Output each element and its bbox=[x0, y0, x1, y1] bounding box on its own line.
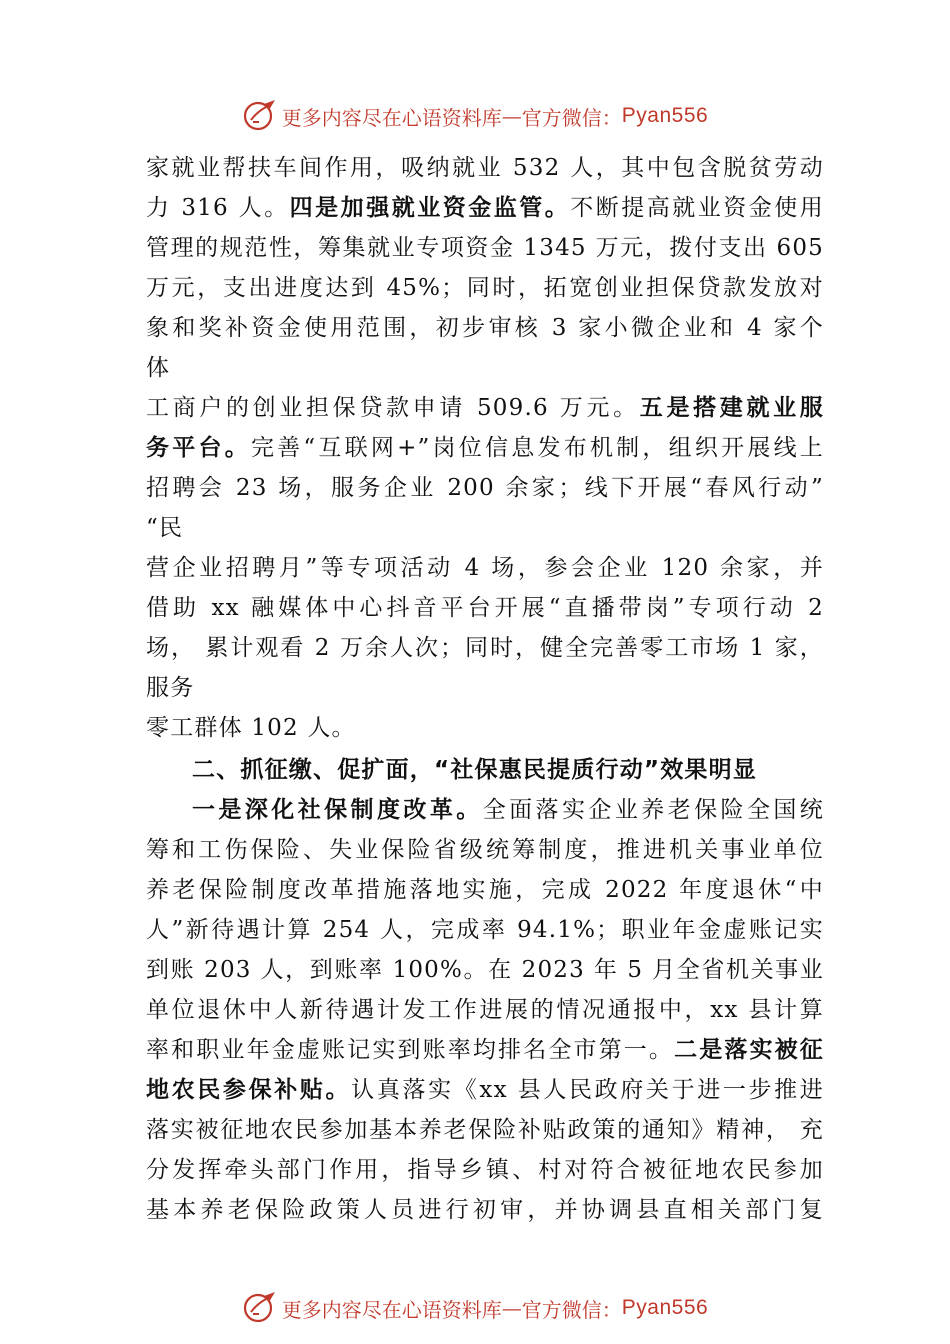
header-wechat-id: Pyan556 bbox=[621, 104, 709, 127]
line-text: 不断提高就业资金使用 bbox=[570, 195, 825, 221]
text-line: 到账 203 人，到账率 100%。在 2023 年 5 月全省机关事业 bbox=[146, 957, 824, 983]
document-body bbox=[146, 148, 824, 1230]
text-line: 万元，支出进度达到 45%；同时，拓宽创业担保贷款发放对 bbox=[146, 275, 824, 301]
line-text: 认真落实《xx 县人民政府关于进一步推进 bbox=[351, 1077, 824, 1103]
line-text: 工商户的创业担保贷款申请 509.6 万元。 bbox=[146, 395, 640, 421]
header-watermark bbox=[0, 96, 950, 136]
text-line: 管理的规范性，筹集就业专项资金 1345 万元，拨付支出 605 bbox=[146, 235, 824, 261]
line-text: 率和职业年金虚账记实到账率均排名全市第一。 bbox=[146, 1037, 675, 1063]
line-text: 力 316 人。 bbox=[146, 195, 290, 221]
text-line: 养老保险制度改革措施落地实施，完成 2022 年度退休“中 bbox=[146, 877, 824, 903]
text-line: “民 bbox=[146, 515, 184, 541]
text-line: 体 bbox=[146, 355, 171, 381]
text-line bbox=[146, 1030, 824, 1070]
section-heading: 二、抓征缴、促扩面，“社保惠民提质行动”效果明显 bbox=[192, 757, 758, 783]
text-line: 家就业帮扶车间作用，吸纳就业 532 人，其中包含脱贫劳动 bbox=[146, 155, 824, 181]
text-line bbox=[146, 790, 824, 830]
text-line: 场， 累计观看 2 万余人次；同时，健全完善零工市场 1 家， bbox=[146, 635, 824, 661]
text-line: 基本养老保险政策人员进行初审，并协调县直相关部门复 bbox=[146, 1197, 824, 1223]
text-line: 营企业招聘月”等专项活动 4 场，参会企业 120 余家，并 bbox=[146, 555, 824, 581]
text-line: 服务 bbox=[146, 675, 195, 701]
bold-phrase: 二是落实被征 bbox=[674, 1037, 825, 1063]
footer-dash: — bbox=[501, 1296, 522, 1320]
text-line bbox=[146, 188, 824, 228]
footer-wechat-id: Pyan556 bbox=[621, 1296, 709, 1319]
bold-phrase: 一是深化社保制度改革。 bbox=[192, 797, 483, 823]
text-line bbox=[146, 428, 824, 468]
text-line: 单位退休中人新待遇计发工作进展的情况通报中，xx 县计算 bbox=[146, 997, 824, 1023]
bold-phrase: 五是搭建就业服 bbox=[639, 395, 824, 421]
text-line: 零工群体 102 人。 bbox=[146, 715, 356, 741]
text-line: 筹和工伤保险、失业保险省级统筹制度，推进机关事业单位 bbox=[146, 837, 824, 863]
bold-phrase: 四是加强就业资金监管。 bbox=[289, 195, 571, 221]
header-wechat-label: 官方微信： bbox=[521, 105, 622, 130]
footer-wechat-label: 官方微信： bbox=[521, 1297, 622, 1322]
text-line: 分发挥牵头部门作用，指导乡镇、村对符合被征地农民参加 bbox=[146, 1157, 824, 1183]
bold-phrase: 地农民参保补贴。 bbox=[146, 1077, 352, 1103]
text-line: 借助 xx 融媒体中心抖音平台开展“直播带岗”专项行动 2 bbox=[146, 595, 824, 621]
header-dash: — bbox=[501, 104, 522, 128]
text-line: 落实被征地农民参加基本养老保险补贴政策的通知》精神， 充 bbox=[146, 1117, 824, 1143]
footer-watermark bbox=[0, 1288, 950, 1328]
text-line bbox=[146, 388, 824, 428]
footer-site: 更多内容尽在心语资料库 bbox=[281, 1297, 502, 1322]
line-text: 全面落实企业养老保险全国统 bbox=[482, 797, 824, 823]
text-line: 人”新待遇计算 254 人，完成率 94.1%；职业年金虚账记实 bbox=[146, 917, 824, 943]
text-line bbox=[146, 1070, 824, 1110]
text-line: 象和奖补资金使用范围，初步审核 3 家小微企业和 4 家个 bbox=[146, 315, 824, 341]
pen-logo-icon bbox=[242, 98, 278, 134]
pen-logo-icon bbox=[242, 1290, 278, 1326]
bold-phrase: 务平台。 bbox=[146, 435, 251, 461]
header-site: 更多内容尽在心语资料库 bbox=[281, 105, 502, 130]
line-text: 完善“互联网+”岗位信息发布机制，组织开展线上 bbox=[250, 435, 824, 461]
text-line: 招聘会 23 场，服务企业 200 余家；线下开展“春风行动” bbox=[146, 475, 824, 501]
